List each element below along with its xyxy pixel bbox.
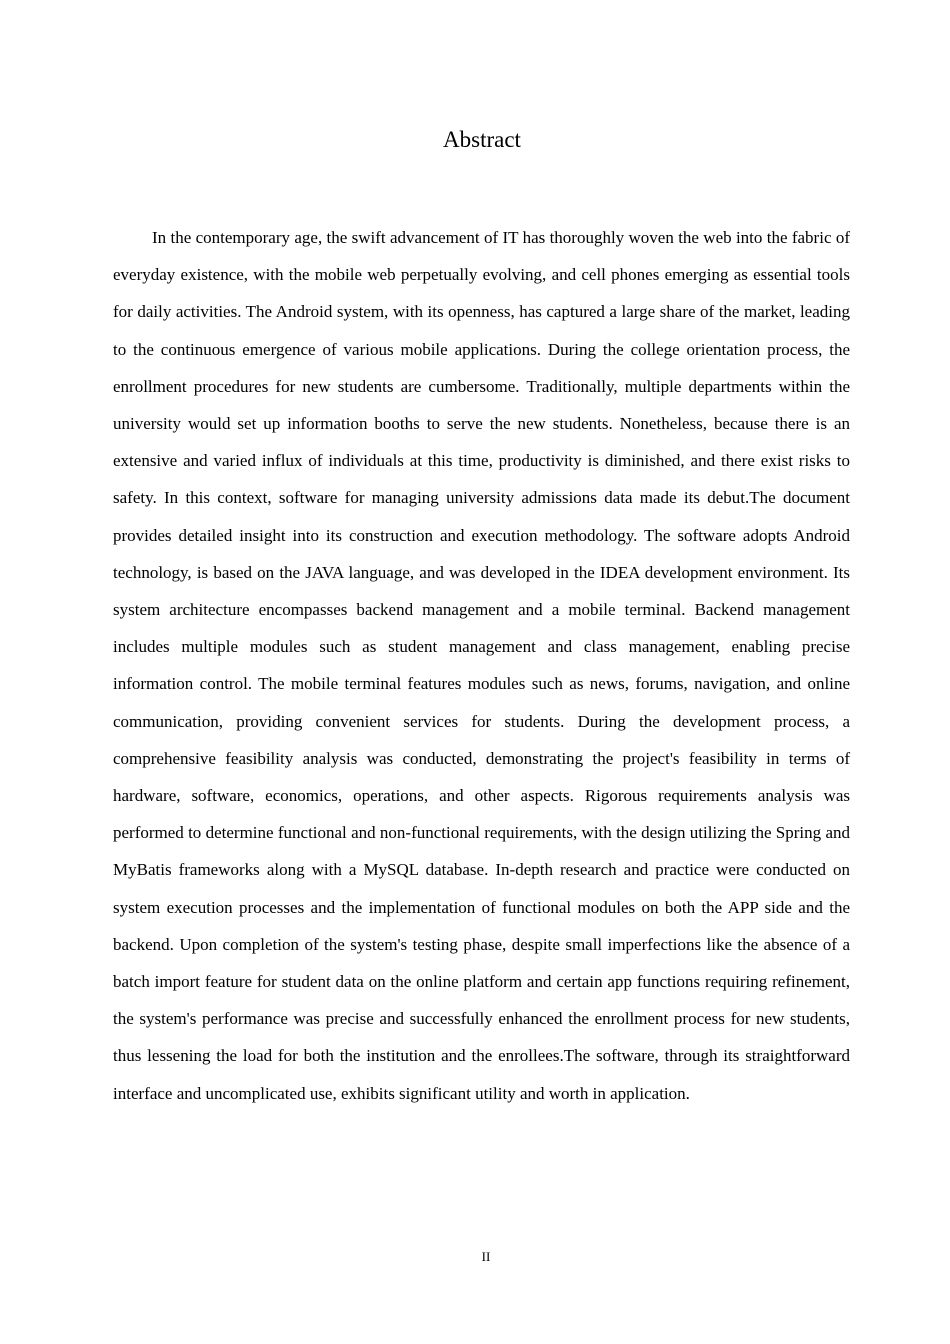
page-number: II [481, 1249, 491, 1264]
page-title: Abstract [443, 127, 521, 152]
abstract-paragraph: In the contemporary age, the swift advancement of IT has thoroughly woven the web into the fabric of everyday existence, with the mobile web perpetually evolving, and cell phones emerging as essential tools for daily activities. The Android system, with its openness, has captured a large share of the market, leading to the continuous emergence of various mobile applications. During the college orientation process, the enrollment procedures for new students are cumbersome. Traditionally, multiple departments within the university would set up information booths to serve the new students. Nonetheless, because there is an extensive and varied influx of individuals at this time, productivity is diminished, and there exist risks to safety. In this context, software for managing university admissions data made its debut.The document provides detailed insight into its construction and execution methodology. The software adopts Android technology, is based on the JAVA language, and was developed in the IDEA development environment. Its system architecture encompasses backend management and a mobile terminal. Backend management includes multiple modules such as student management and class management, enabling precise information control. The mobile terminal features modules such as news, forums, navigation, and online communication, providing convenient services for students. During the development process, a comprehensive feasibility analysis was conducted, demonstrating the project's feasibility in terms of hardware, software, economics, operations, and other aspects. Rigorous requirements analysis was performed to determine functional and non-functional requirements, with the design utilizing the Spring and MyBatis frameworks along with a MySQL database. In-depth research and practice were conducted on system execution processes and the implementation of functional modules on both the APP side and the backend. Upon completion of the system's testing phase, despite small imperfections like the absence of a batch import feature for student data on the online platform and certain app functions requiring refinement, the system's performance was precise and successfully enhanced the enrollment process for new students, thus lessening the load for both the institution and the enrollees.The software, through its straightforward interface and uncomplicated use, exhibits significant utility and worth in application. [113, 228, 850, 1103]
